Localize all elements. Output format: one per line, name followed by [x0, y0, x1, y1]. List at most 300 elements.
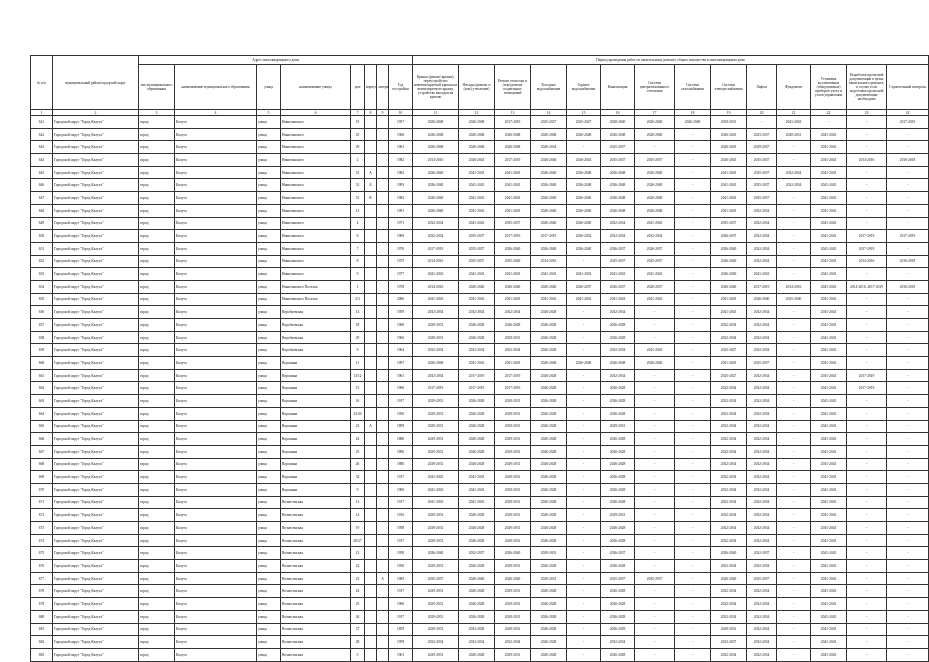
table-cell: 2041-2043: [811, 344, 847, 357]
column-header: № п/п: [31, 56, 53, 110]
table-cell: [365, 116, 377, 129]
table-cell: 31: [351, 179, 365, 192]
table-cell: 2026-2048: [601, 179, 635, 192]
table-cell: город: [139, 585, 175, 598]
table-row: [31, 598, 929, 611]
table-cell: -: [675, 319, 711, 332]
column-header: Система газоснабжения: [675, 65, 711, 110]
table-cell: 4: [351, 217, 365, 230]
table-cell: 2041-2043: [531, 268, 567, 281]
table-cell: -: [777, 458, 811, 471]
table-cell: Городской округ "Город Калуга": [53, 179, 139, 192]
table-cell: Калуга: [175, 357, 257, 370]
table-cell: -: [777, 154, 811, 167]
table-cell: -: [567, 255, 601, 268]
table-cell: 2026-2028: [459, 458, 495, 471]
table-cell: -: [635, 623, 675, 636]
table-cell: -: [777, 471, 811, 484]
table-cell: 2041-2043: [811, 331, 847, 344]
table-cell: город: [139, 344, 175, 357]
table-cell: -: [675, 534, 711, 547]
table-cell: город: [139, 610, 175, 623]
table-cell: 2032-2034: [413, 217, 459, 230]
table-cell: 9: [351, 483, 365, 496]
table-cell: 2032-2037: [459, 547, 495, 560]
table-cell: 2032-2034: [777, 166, 811, 179]
table-cell: 2041-2043: [459, 471, 495, 484]
table-cell: 2032-2034: [601, 306, 635, 319]
table-cell: 2041-2043: [811, 319, 847, 332]
table-cell: 2026-2040: [413, 179, 459, 192]
table-cell: 2026-2032: [567, 230, 601, 243]
table-cell: [377, 420, 389, 433]
table-cell: 2026-2028: [459, 534, 495, 547]
table-cell: [377, 395, 389, 408]
table-cell: Городской округ "Город Калуга": [53, 572, 139, 585]
table-cell: город: [139, 445, 175, 458]
table-cell: 2032-2034: [495, 344, 531, 357]
table-cell: 2026-2028: [531, 445, 567, 458]
table-cell: улица: [257, 623, 281, 636]
table-cell: 2029-2031: [413, 395, 459, 408]
table-cell: 2026-2040: [711, 242, 747, 255]
table-cell: [365, 306, 377, 319]
table-cell: 2035-2037: [747, 192, 777, 205]
table-cell: улица: [257, 420, 281, 433]
table-cell: [377, 204, 389, 217]
table-cell: 1899: [389, 420, 413, 433]
table-cell: -: [777, 344, 811, 357]
table-cell: [377, 179, 389, 192]
table-cell: 645: [31, 166, 53, 179]
table-row: [31, 357, 929, 370]
table-cell: 2032-2034: [747, 483, 777, 496]
table-cell: Калуга: [175, 458, 257, 471]
table-cell: улица: [257, 192, 281, 205]
table-cell: [365, 509, 377, 522]
table-cell: [377, 128, 389, 141]
table-cell: 2026-2048: [459, 116, 495, 129]
table-cell: 677: [31, 572, 53, 585]
table-cell: Никитинского: [281, 230, 351, 243]
table-cell: 2026-2040: [567, 192, 601, 205]
table-row: [31, 268, 929, 281]
table-cell: Калуга: [175, 293, 257, 306]
table-cell: 2032-2034: [711, 445, 747, 458]
table-cell: 2: [351, 154, 365, 167]
column-number: 24: [887, 110, 929, 116]
table-cell: -: [847, 204, 887, 217]
table-cell: 26: [351, 458, 365, 471]
table-cell: 2032-2034: [601, 369, 635, 382]
table-cell: Городской округ "Город Калуга": [53, 636, 139, 649]
table-cell: 2041-2043: [495, 357, 531, 370]
column-header: тип муниципального образования: [139, 65, 175, 110]
table-cell: [377, 268, 389, 281]
table-cell: 2026-2037: [635, 280, 675, 293]
table-cell: [365, 610, 377, 623]
table-cell: город: [139, 242, 175, 255]
table-cell: -: [635, 395, 675, 408]
table-cell: -: [887, 648, 929, 661]
table-row: [31, 407, 929, 420]
table-cell: 1917: [389, 395, 413, 408]
table-cell: [365, 154, 377, 167]
table-cell: город: [139, 534, 175, 547]
table-cell: 2035-2037: [601, 154, 635, 167]
table-cell: 2026-2048: [601, 357, 635, 370]
table-cell: 2041-2043: [811, 648, 847, 661]
table-cell: 2026-2028: [601, 331, 635, 344]
table-cell: улица: [257, 141, 281, 154]
table-cell: 2029-2031: [413, 585, 459, 598]
table-cell: 2026-2048: [459, 141, 495, 154]
table-cell: улица: [257, 230, 281, 243]
table-cell: -: [675, 192, 711, 205]
table-cell: 658: [31, 331, 53, 344]
table-cell: -: [887, 293, 929, 306]
table-cell: [377, 445, 389, 458]
table-cell: Городской округ "Город Калуга": [53, 268, 139, 281]
table-cell: 2026-2028: [601, 382, 635, 395]
table-cell: 2026-2040: [567, 242, 601, 255]
table-cell: -: [777, 522, 811, 535]
table-cell: 2032-2034: [711, 407, 747, 420]
table-cell: 2029-2031: [495, 483, 531, 496]
table-cell: 2032-2034: [635, 230, 675, 243]
table-cell: 2026-2040: [531, 242, 567, 255]
table-cell: город: [139, 395, 175, 408]
table-cell: -: [635, 445, 675, 458]
column-number: 9: [377, 110, 389, 116]
table-cell: -: [777, 319, 811, 332]
column-number: 4: [175, 110, 257, 116]
table-cell: улица: [257, 255, 281, 268]
table-row: [31, 509, 929, 522]
table-cell: 2026-2028: [531, 560, 567, 573]
table-cell: 2026-2028: [601, 598, 635, 611]
table-cell: 2032-2034: [711, 471, 747, 484]
table-cell: -: [847, 293, 887, 306]
table-cell: улица: [257, 395, 281, 408]
table-cell: -: [635, 420, 675, 433]
table-cell: [365, 242, 377, 255]
table-cell: 2032-2034: [747, 610, 777, 623]
table-cell: [377, 534, 389, 547]
table-cell: 2017-2019: [847, 382, 887, 395]
table-cell: 2032-2034: [747, 560, 777, 573]
table-cell: 25: [351, 128, 365, 141]
table-cell: Городской округ "Город Калуга": [53, 128, 139, 141]
table-cell: 2029-2031: [495, 420, 531, 433]
table-cell: 1917: [389, 471, 413, 484]
table-cell: -: [635, 319, 675, 332]
address-group-header: Адрес многоквартирного дома: [139, 56, 413, 65]
column-header: Лифты: [747, 65, 777, 110]
table-cell: 2032-2034: [747, 433, 777, 446]
table-cell: [365, 357, 377, 370]
table-cell: Вознесенская: [281, 509, 351, 522]
table-cell: -: [777, 242, 811, 255]
table-cell: 2029-2031: [413, 445, 459, 458]
column-header: Фасады (ремонт и (или) утепление): [459, 65, 495, 110]
table-cell: -: [567, 407, 601, 420]
table-cell: -: [887, 547, 929, 560]
column-number: 15: [567, 110, 601, 116]
table-cell: -: [777, 648, 811, 661]
table-cell: улица: [257, 509, 281, 522]
table-cell: -: [567, 141, 601, 154]
table-cell: 2014-2016: [847, 255, 887, 268]
header-group-row: [31, 56, 929, 65]
table-cell: Воронина: [281, 420, 351, 433]
table-cell: -: [675, 268, 711, 281]
table-cell: 2032-2034: [601, 636, 635, 649]
table-cell: 2041-2043: [459, 268, 495, 281]
table-cell: 2029-2031: [495, 496, 531, 509]
table-cell: 1917: [389, 610, 413, 623]
table-cell: 2026-2028: [601, 395, 635, 408]
table-row: [31, 534, 929, 547]
table-cell: 2026-2040: [531, 204, 567, 217]
table-cell: 2032-2028: [459, 623, 495, 636]
table-cell: 2041-2043: [811, 268, 847, 281]
table-cell: 2026-2040: [459, 280, 495, 293]
table-cell: 2041-2043: [811, 509, 847, 522]
table-cell: 1958: [389, 547, 413, 560]
table-cell: 2041-2043: [811, 395, 847, 408]
table-cell: 2017-2019: [459, 382, 495, 395]
table-cell: [365, 458, 377, 471]
table-cell: улица: [257, 585, 281, 598]
table-cell: -: [635, 636, 675, 649]
table-cell: 2032-2034: [711, 610, 747, 623]
column-number: 3: [139, 110, 175, 116]
table-cell: -: [635, 496, 675, 509]
table-cell: улица: [257, 483, 281, 496]
table-cell: -: [567, 471, 601, 484]
table-cell: 2026-2028: [531, 433, 567, 446]
table-cell: [365, 382, 377, 395]
table-cell: 2029-2031: [413, 623, 459, 636]
table-row: [31, 420, 929, 433]
table-cell: 2029-2031: [495, 623, 531, 636]
table-cell: улица: [257, 560, 281, 573]
table-cell: -: [887, 357, 929, 370]
table-cell: -: [635, 560, 675, 573]
table-cell: город: [139, 154, 175, 167]
table-cell: 2041-2043: [495, 166, 531, 179]
table-cell: 2026-2028: [531, 623, 567, 636]
table-cell: 2029-2031: [495, 648, 531, 661]
table-cell: 1961: [389, 369, 413, 382]
table-cell: -: [567, 636, 601, 649]
table-cell: [365, 648, 377, 661]
table-cell: 2035-2037: [635, 572, 675, 585]
table-cell: 2041-2043: [495, 293, 531, 306]
table-cell: 25: [351, 598, 365, 611]
table-cell: Городской округ "Город Калуга": [53, 280, 139, 293]
table-cell: 2029-2031: [413, 319, 459, 332]
table-row: [31, 344, 929, 357]
table-cell: 664: [31, 407, 53, 420]
table-cell: 2026-2040: [567, 217, 601, 230]
table-cell: 2026-2043: [711, 128, 747, 141]
table-cell: 2026-2028: [531, 369, 567, 382]
table-cell: 2041-2043: [459, 293, 495, 306]
table-cell: 2032-2034: [601, 230, 635, 243]
table-cell: [365, 268, 377, 281]
table-cell: А: [377, 572, 389, 585]
table-cell: город: [139, 471, 175, 484]
table-cell: [377, 319, 389, 332]
table-cell: 2026-2028: [531, 344, 567, 357]
table-cell: 2026-2040: [711, 268, 747, 281]
table-cell: Городской округ "Город Калуга": [53, 648, 139, 661]
table-cell: [377, 522, 389, 535]
table-cell: 654: [31, 280, 53, 293]
table-cell: -: [777, 217, 811, 230]
table-cell: улица: [257, 369, 281, 382]
table-cell: -: [847, 610, 887, 623]
table-cell: -: [847, 128, 887, 141]
table-cell: город: [139, 560, 175, 573]
table-cell: [365, 293, 377, 306]
table-cell: 2041-2043: [811, 433, 847, 446]
table-cell: 2029-2031: [413, 598, 459, 611]
table-cell: улица: [257, 407, 281, 420]
table-cell: -: [635, 598, 675, 611]
table-cell: -: [675, 204, 711, 217]
table-cell: Городской округ "Город Калуга": [53, 458, 139, 471]
table-cell: Никитинского: [281, 268, 351, 281]
table-cell: 21: [351, 547, 365, 560]
table-cell: 2017-2019: [847, 369, 887, 382]
table-cell: 2026-2028: [601, 445, 635, 458]
column-header: литера: [377, 65, 389, 110]
table-cell: 1901: [389, 648, 413, 661]
table-cell: 2032-2034: [747, 471, 777, 484]
table-cell: 2026-2040: [711, 547, 747, 560]
table-row: [31, 496, 929, 509]
table-cell: 2041-2043: [811, 598, 847, 611]
table-cell: 2032-2034: [747, 230, 777, 243]
table-cell: [377, 547, 389, 560]
table-cell: 2041-2043: [811, 522, 847, 535]
table-cell: -: [847, 141, 887, 154]
table-cell: -: [635, 306, 675, 319]
table-cell: Калуга: [175, 344, 257, 357]
column-header: муниципальный район/городской округ: [53, 56, 139, 110]
table-cell: 2026-2040: [747, 293, 777, 306]
table-cell: 2041-2043: [811, 357, 847, 370]
table-cell: -: [567, 534, 601, 547]
column-header: Холодное водоснабжение: [531, 65, 567, 110]
table-cell: 2032-2034: [413, 230, 459, 243]
table-row: [31, 648, 929, 661]
column-number: 8: [365, 110, 377, 116]
table-cell: 2026-2028: [459, 610, 495, 623]
table-cell: 24: [351, 585, 365, 598]
table-cell: 679: [31, 598, 53, 611]
table-cell: 2032-2034: [495, 636, 531, 649]
table-cell: 31: [351, 192, 365, 205]
table-cell: 2014-2016: [413, 280, 459, 293]
table-cell: Калуга: [175, 306, 257, 319]
table-cell: [365, 344, 377, 357]
table-cell: [365, 217, 377, 230]
table-cell: Воронина: [281, 483, 351, 496]
table-cell: -: [567, 572, 601, 585]
table-cell: [377, 369, 389, 382]
table-cell: 2014-2016: [777, 280, 811, 293]
table-cell: -: [777, 445, 811, 458]
table-cell: 671: [31, 496, 53, 509]
table-cell: -: [777, 496, 811, 509]
table-cell: 2026-2028: [601, 648, 635, 661]
table-cell: 2032-2034: [747, 407, 777, 420]
table-cell: 2041-2043: [811, 585, 847, 598]
table-cell: 2029-2031: [413, 610, 459, 623]
table-cell: [377, 154, 389, 167]
table-cell: Воронина: [281, 395, 351, 408]
period-group-header: Период проведения работ по капитальному ремонту общего имущества в многоквартирном доме: [413, 56, 929, 65]
table-cell: -: [887, 509, 929, 522]
table-cell: 27: [351, 623, 365, 636]
table-cell: Городской округ "Город Калуга": [53, 344, 139, 357]
table-row: [31, 255, 929, 268]
table-cell: 2032-2034: [747, 331, 777, 344]
table-cell: 2029-2031: [495, 560, 531, 573]
table-cell: 2029-2031: [413, 458, 459, 471]
table-cell: Калуга: [175, 598, 257, 611]
table-cell: 2032-2034: [711, 395, 747, 408]
column-number: 18: [675, 110, 711, 116]
table-cell: Калуга: [175, 395, 257, 408]
table-cell: 1950: [389, 407, 413, 420]
table-cell: 9: [351, 344, 365, 357]
table-cell: 1959: [389, 306, 413, 319]
table-cell: -: [777, 268, 811, 281]
table-cell: 2023-2037: [711, 636, 747, 649]
table-cell: город: [139, 166, 175, 179]
table-cell: -: [675, 648, 711, 661]
table-cell: 2041-2043: [811, 623, 847, 636]
table-cell: -: [847, 560, 887, 573]
table-cell: -: [675, 230, 711, 243]
table-cell: 16: [351, 395, 365, 408]
table-cell: 7: [351, 242, 365, 255]
column-header: корпус: [365, 65, 377, 110]
table-cell: 2026-2028: [531, 522, 567, 535]
table-cell: 2026-2034: [531, 141, 567, 154]
table-cell: -: [675, 623, 711, 636]
table-cell: Вознесенская: [281, 547, 351, 560]
table-cell: 2029-2031: [413, 420, 459, 433]
table-cell: 2026-2043: [567, 154, 601, 167]
table-cell: 2026-2040: [567, 204, 601, 217]
table-cell: 2041-2043: [811, 293, 847, 306]
table-cell: Городской округ "Город Калуга": [53, 230, 139, 243]
table-cell: [377, 636, 389, 649]
table-cell: -: [675, 407, 711, 420]
table-cell: Городской округ "Город Калуга": [53, 319, 139, 332]
table-cell: 13: [351, 204, 365, 217]
table-cell: [365, 204, 377, 217]
table-cell: Воробьевская: [281, 306, 351, 319]
table-cell: Вознесенская: [281, 522, 351, 535]
table-row: [31, 547, 929, 560]
